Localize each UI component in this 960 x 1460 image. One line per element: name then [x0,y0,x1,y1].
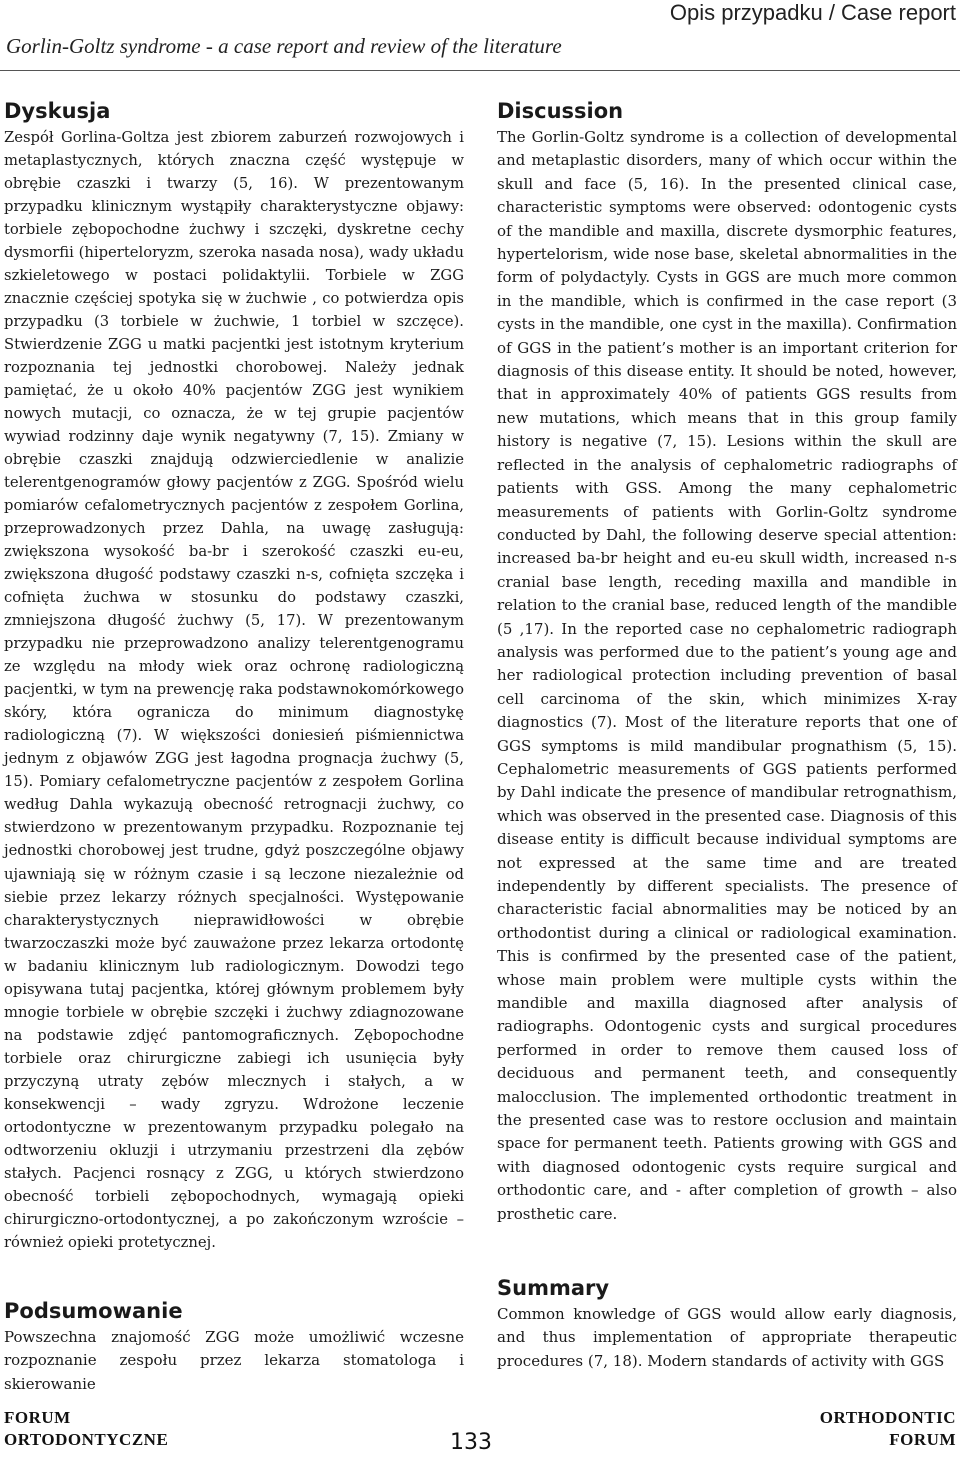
polish-discussion-column [4,98,464,1254]
header-divider [0,70,960,71]
footer-journal-name-en [820,1407,956,1451]
discussion-text-pl: Zespół Gorlina-Goltza jest zbiorem zaburzeń rozwojowych i metaplastycznych, których znaczna część występuje w obrębie czaszki i twarzy (5, 16). W prezentowanym przypadku klinicznym wystąpiły charakterystyczne objawy: torbiele zębopochodne żuchwy i szczęki, dyskretne cechy dysmorfii (hiperteloryzm, szeroka nasada nosa), wady układu szkieletowego w postaci polidaktylii. Torbiele w ZGG znacznie częściej spotyka się w żuchwie , co potwierdza opis przypadku (3 torbiele w żuchwie, 1 torbiel w szczęce). Stwierdzenie ZGG u matki pacjentki jest istotnym kryterium rozpoznania tej jednostki chorobowej. Należy jednak pamiętać, że u około 40% pacjentów ZGG jest wynikiem nowych mutacji, co oznacza, że w tej grupie pacjentów wywiad rodzinny daje wynik negatywny (7, 15). Zmiany w obrębie czaszki znajdują odzwierciedlenie w analizie telerentgenogramów głowy pacjentów z ZGG. Spośród wielu pomiarów cefalometrycznych pacjentów z zespołem Gorlina, przeprowadzonych przez Dahla, na uwagę zasługują: zwiększona wysokość ba-br i szerokość czaszki eu-eu, zwiększona długość podstawy czaszki n-s, cofnięta szczęka i cofnięta żuchwa w stosunku do podstawy czaszki, zmniejszona długość żuchwy (5, 17). W prezentowanym przypadku nie przeprowadzono analizy telerentgenogramu ze względu na młody wiek oraz ochronę radiologiczną pacjentki, w tym na prewencję raka podstawnokomórkowego skóry, która ogranicza do minimum diagnostykę radiologiczną (7). W większości doniesień piśmiennictwa jednym z objawów ZGG jest łagodna prognacja żuchwy (5, 15). Pomiary cefalometryczne pacjentów z zespołem Gorlina według Dahla wykazują obecność retrognacji żuchwy, co stwierdzono w prezentowanym przypadku. Rozpoznanie tej jednostki chorobowej jest trudne, gdyż poszczególne objawy ujawniają się w różnym czasie i są leczone niezależnie od siebie przez lekarzy różnych specjalności. Występowanie charakterystycznych nieprawidłowości w obrębie twarzoczaszki może być zauważone przez lekarza ortodontę w badaniu klinicznym lub radiologicznym. Dowodzi tego opisywana tutaj pacjentka, której głównym problemem były mnogie torbiele w obrębie szczęki i żuchwy zdiagnozowane na podstawie zdjęć pantomograficznych. Zębopochodne torbiele oraz chirurgiczne zabiegi ich usunięcia były przyczyną utraty zębów mlecznych i stałych, a w konsekwencji – wady zgryzu. Wdrożone leczenie ortodontyczne w prezentowanym przypadku polegało na odtworzeniu okluzji i utrzymaniu przestrzeni dla zębów stałych. Pacjenci rosnący z ZGG, u których stwierdzono obecność torbieli zębopochodnych, wymagają opieki chirurgiczno-ortodontycznej, a po zakończonym wzroście – również opieki protetycznej. [4,129,464,1251]
discussion-text-en: The Gorlin-Goltz syndrome is a collection of developmental and metaplastic disorders, many of which occur within the skull and face (5, 16). In the presented clinical case, characteristic symptoms were observed: odontogenic cysts of the mandible and maxilla, discrete dysmorphic features, hypertelorism, wide nose base, skeletal abnormalities in the form of polydactyly. Cysts in GGS are much more common in the mandible, which is confirmed in the case report (3 cysts in the mandible, one cyst in the maxilla). Confirmation of GGS in the patient’s mother is an important criterion for diagnosis of this disease entity. It should be noted, however, that in approximately 40% of patients GGS results from new mutations, which means that in this group family history is negative (7, 15). Lesions within the skull are reflected in the analysis of cephalometric radiographs of patients with GSS. Among the many cephalometric measurements of patients with Gorlin-Goltz syndrome conducted by Dahl, the following deserve special attention: increased ba-br height and eu-eu skull width, increased n-s cranial base length, receding maxilla and mandible in relation to the cranial base, reduced length of the mandible (5 ,17). In the reported case no cephalometric radiograph analysis was performed due to the patient’s young age and her radiological protection including prevention of basal cell carcinoma of the skin, which minimizes X-ray diagnostics (7). Most of the literature reports that one of GGS symptoms is mild mandibular prognathism (5, 15). Cephalometric measurements of GGS patients performed by Dahl indicate the presence of mandibular retrognathism, which was observed in the presented case. Diagnosis of this disease entity is difficult because individual symptoms are not expressed at the same time and are treated independently by different specialists. The presence of characteristic facial abnormalities may be noticed by an orthodontist during a clinical or radiological examination. This is confirmed by the presented case of the patient, whose main problem were multiple cysts within the mandible and maxilla diagnosed after analysis of radiographs. Odontogenic cysts and surgical procedures performed in order to remove them caused loss of deciduous and permanent teeth, and consequently malocclusion. The implemented orthodontic treatment in the presented case was to restore occlusion and maintain space for permanent teeth. Patients growing with GGS and with diagnosed odontogenic cysts require surgical and orthodontic care, and - after completion of growth – also prosthetic care. [497,128,957,1223]
discussion-heading-pl: Dyskusja [4,99,111,123]
polish-summary-column [4,1298,464,1396]
summary-text-en: Common knowledge of GGS would allow early diagnosis, and thus implementation of appropriate therapeutic procedures (7, 18). Modern standards of activity with GGS [497,1305,957,1370]
summary-heading-en: Summary [497,1276,610,1300]
summary-text-pl: Powszechna znajomość ZGG może umożliwić wczesne rozpoznanie zespołu przez lekarza stomatologa i skierowanie [4,1328,464,1393]
discussion-heading-en: Discussion [497,99,624,123]
page-number: 133 [450,1430,492,1455]
english-summary-column [497,1275,957,1373]
footer-right-line1: ORTHODONTIC [819,1408,956,1427]
article-running-title: Gorlin-Goltz syndrome - a case report and review of the literature [6,34,562,58]
footer-left-line1: FORUM [4,1408,71,1427]
footer-journal-name-pl [4,1407,168,1451]
footer-right-line2: FORUM [889,1430,956,1449]
english-discussion-column [497,98,957,1226]
summary-heading-pl: Podsumowanie [4,1299,183,1323]
footer-left-line2: ORTODONTYCZNE [4,1430,169,1449]
journal-section-label: Opis przypadku / Case report [669,0,956,25]
